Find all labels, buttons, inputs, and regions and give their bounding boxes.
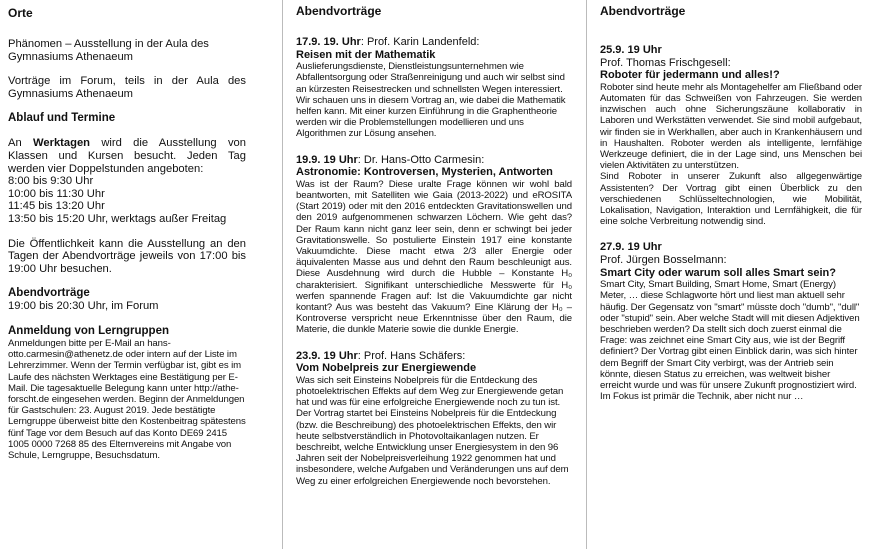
column-divider [282,0,283,549]
talk-speaker-name: : Prof. Hans Schäfers: [357,349,466,362]
talk-date-text: 25.9. 19 Uhr [600,44,662,56]
talk-date: 17.9. 19. Uhr [296,36,361,48]
talk-text: Roboter sind heute mehr als Montagehelfer am Fließband oder Automaten für das Schweißen von Fahrzeugen. Sie werden inzwischen auch ohne Sicherungszäune kollaborativ in Laboren und Werkstätten verwendet. Sie sind mobil aufgebaut, wir finden sie in Werkhallen, aber auch in Krankenhäusern und in Haushalten. Roboter werden als intelligente, lernfähige Werkzeuge definiert, die in der Lage sind, uns Menschen bei vielen Aktivitäten zu unterstützen. [600,81,862,172]
abendvortraege-heading: Abendvorträge [600,4,686,18]
anmeldung-heading: Anmeldung von Lerngruppen [8,324,169,337]
orte-heading: Orte [8,6,33,20]
talk-text: Was ist der Raum? Diese uralte Frage können wir wohl bald beantworten, mit Satelliten wie Gaia (2013-2022) und eROSITA (Start 2019) oder mit den 2016 entdeckten Gravitationswellen und den 2019 aufgenommenen schwarzen Löchern. Wie geht das? Der Raum kann nicht ganz leer sein, denn er schwingt bei jeder Gravitationswelle. So postulierte Einstein 1917 eine konstante Vakuumdichte. Diese macht etwa 2/3 aller Energie oder äquivalenten Masse aus und dehnt den Raum beschleunigt aus. Diese Ausdehnung wird durch die Hubble – Konstante H₀ charakterisiert. Signifikant unterschiedliche Messwerte für H₀ werfen spannende Fragen auf: Ist die Vakuumdichte gar nicht kontant? Aus was besteht das Vakuum? Eine Klärung der H₀ – Kontroverse verspricht neue Erkenntnisse über den Raum, die Materie, die dunkle Materie sowie die dunkle Energie. [296,178,572,336]
talk-text: Was sich seit Einsteins Nobelpreis für die Entdeckung des photoelektrischen Effekts auf dem Weg zur Energiewende getan hat und was für eine erfolgreiche Energiewende noch zu tun ist. Der Vortrag startet bei Einsteins Nobelpreis für die Entdeckung (bzw. die Beschreibung) des photoelektrischen Effekts, den wir heute selbstverständlich in Photovoltaikanlagen nutzen. Er beschreibt, welche Entwicklung unser Energiesystem in den 96 Jahren seit der Nobelpreisverleihung 1922 genommen hat und insbesondere, welche Aufgaben und Veränderungen uns auf dem Weg zu einer erfolgreichen Energiewende noch bevorstehen. [296,374,569,487]
anmeldung-text: Anmeldungen bitte per E-Mail an hans-otto.carmesin@athenetz.de oder intern auf der Liste im Lehrerzimmer. Wenn der Termin verfügbar ist, gibt es im Laufe des nächsten Werktages eine Bestätigung per E-Mail. Die tagesaktuelle Belegung kann unter http://athe-forscht.de eingesehen werden. Beginn der Anmeldungen für Gastschulen: 23. August 2019. Jede bestätigte Lerngruppe überweist bitte den Kostenbeitrag spätestens fünf Tage vor dem Besuch auf das Konto DE69 2415 1005 0000 7268 85 des Elternvereins mit Angabe von Schule, Lerngruppe, Besuchsdatum. [8,337,246,461]
talk-speaker-name: : Dr. Hans-Otto Carmesin: [357,153,485,166]
talk-title: Reisen mit der Mathematik [296,48,436,61]
abendvortraege-heading: Abendvorträge [296,4,382,18]
ablauf-intro-bold: Werktagen [33,137,91,150]
talk-date-text: 27.9. 19 Uhr [600,241,662,254]
talk-speaker-name: : Prof. Karin Landenfeld: [360,36,480,48]
column-abendvortraege-2 [600,0,862,549]
talk-date [600,44,862,57]
talk-title: Vom Nobelpreis zur Energiewende [296,362,477,375]
orte-ausstellung: Phänomen – Ausstellung in der Aula des Gymnasiums Athenaeum [8,38,209,63]
talk-text: Auslieferungsdienste, Dienstleistungsunternehmen wie Abfallentsorgung oder Straßenreinigung und auch wir selbst sind an kürzesten Reisestrecken und schnellsten Wegen interessiert. Wir schauen uns in diesem Vortrag an, wie dabei die Mathematik helfen kann. Mit einer kurzen Einführung in die Graphentheorie werden wir die Problemstellungen modellieren und uns Algorithmen zur Lösung ansehen. [296,61,566,140]
talk-date [600,241,862,254]
talk-title: Roboter für jedermann und alles!? [600,69,780,82]
time-slot: 13:50 bis 15:20 Uhr, werktags außer Freitag [8,212,227,225]
abend-time: 19:00 bis 20:30 Uhr, im Forum [8,300,159,313]
orte-vortraege: Vorträge im Forum, teils in der Aula des Gymnasiums Athenaeum [8,75,246,100]
talk-title: Astronomie: Kontroversen, Mysterien, Antworten [296,166,553,179]
talk-speaker [296,36,572,49]
talk-text: Sind Roboter in unserer Zukunft also allgegenwärtige Assistenten? Der Vortrag gibt einen Überblick zu den verschiedenen Schlüsseltechnologien, wie Mobilität, Lokalisation, Navigation, Interaktion und Lernfähigkeit, die für eine solche Verbreitung notwendig sind. [600,171,862,228]
talk-speaker [296,350,572,363]
column-abendvortraege-1 [296,0,572,549]
talk-date: 23.9. 19 Uhr [296,349,358,362]
time-slot: 11:45 bis 13:20 Uhr [8,200,105,213]
abend-heading: Abendvorträge [8,287,90,300]
time-slot: 8:00 bis 9:30 Uhr [8,175,94,188]
talk-date: 19.9. 19 Uhr [296,153,358,166]
ablauf-intro [8,137,246,175]
column-orte [8,0,246,549]
time-slot: 10:00 bis 11:30 Uhr [8,187,105,200]
column-divider [586,0,587,549]
talk-speaker-name: Prof. Jürgen Bosselmann: [600,254,727,267]
talk-text: Smart City, Smart Building, Smart Home, Smart (Energy) Meter, … diese Schlagworte hört und liest man aktuell sehr häufig. Der Gegensatz von "smart" müsste doch "dumb", "dull" oder "stupid" sein. Aber welche Stadt will mit diesen Adjektiven beschrieben werden? Da stellt sich doch zuerst einmal die Frage: was zeichnet eine Smart City aus, wie ist der Begriff definiert? Der Vortrag gibt einen Einblick darin, was sich hinter dem Begriff der Smart City verbirgt, was der Antrieb sein könnte, diesen Status zu erreichen, was weltweit bisher erreicht wurde und was für unsere Zukunft prognostiziert wird. Im Fokus ist primär die Technik, aber nicht nur … [600,279,860,403]
ablauf-intro-pre: An [8,137,34,150]
talk-title: Smart City oder warum soll alles Smart sein? [600,266,836,279]
ablauf-heading: Ablauf und Termine [8,112,116,125]
oeffentlichkeit-text: Die Öffentlichkeit kann die Ausstellung an den Tagen der Abendvorträge jeweils von 17:00 bis 19:00 Uhr besuchen. [8,237,246,275]
talk-speaker-name: Prof. Thomas Frischgesell: [600,56,731,69]
talk-speaker [296,154,572,167]
ablauf-intro-post: wird die Ausstellung von Klassen und Kursen besucht. Jeden Tag werden vier Doppelstunden angeboten: [8,137,246,175]
